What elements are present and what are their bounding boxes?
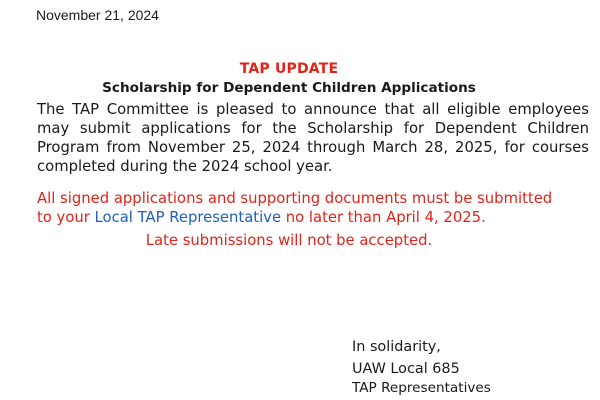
- submission-notice-line-1: All signed applications and supporting documents must be submitted: [37, 190, 553, 207]
- document-subtitle: Scholarship for Dependent Children Applications: [102, 80, 476, 96]
- organization-name: UAW Local 685: [352, 361, 460, 377]
- notice-deadline: no later than April 4, 2025.: [281, 209, 486, 226]
- late-submission-notice: Late submissions will not be accepted.: [145, 232, 433, 249]
- document-date: November 21, 2024: [36, 7, 159, 23]
- submission-notice-line-2: [37, 208, 486, 227]
- local-tap-representative-link: Local TAP Representative: [94, 209, 282, 226]
- closing-salutation: In solidarity,: [352, 339, 441, 355]
- signatories: TAP Representatives: [352, 380, 491, 396]
- announcement-body: The TAP Committee is pleased to announce that all eligible employees may submit applications for the Scholarship for Dependent Children Program from November 25, 2024 through March 28, 2025, for courses completed during the 2024 school year.: [37, 101, 589, 175]
- notice-prefix: to your: [37, 209, 95, 226]
- document-title: TAP UPDATE: [239, 61, 339, 77]
